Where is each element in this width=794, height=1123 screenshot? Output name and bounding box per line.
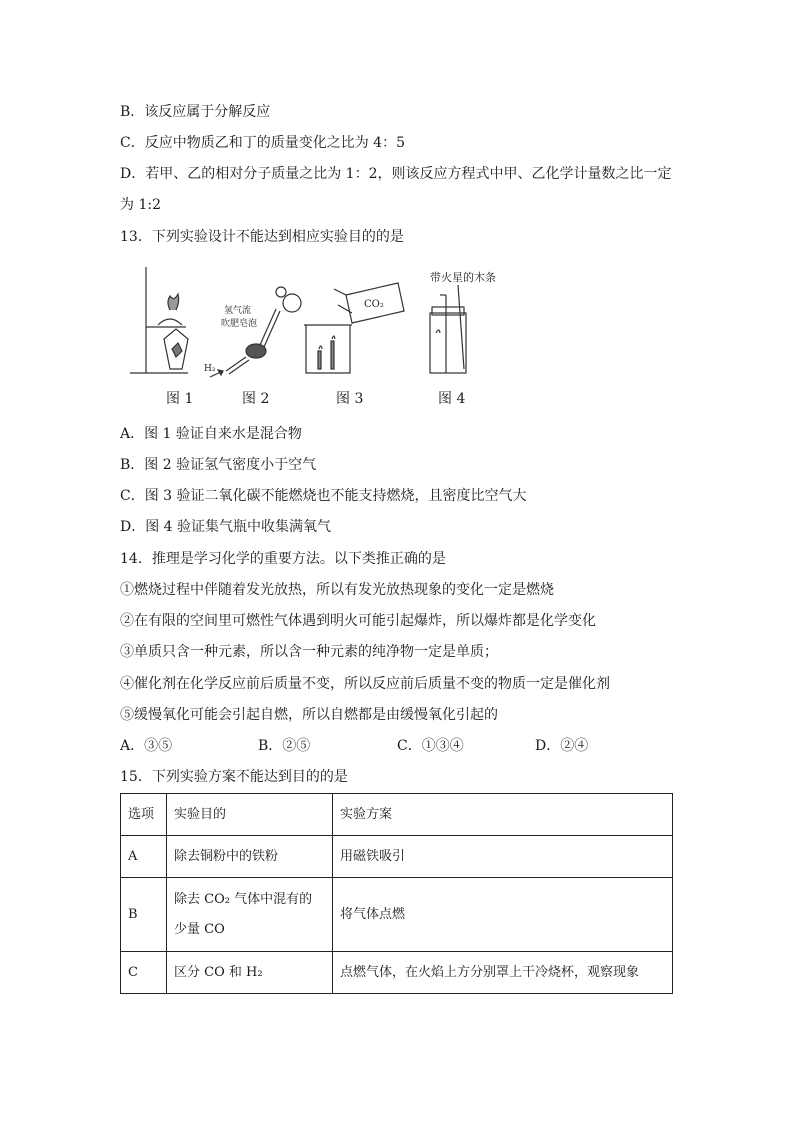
table-row	[121, 878, 673, 952]
row-b-goal	[167, 878, 333, 952]
q15-stem: 15．下列实验方案不能达到目的的是	[120, 769, 348, 785]
fig3-co2-pouring-apparatus	[304, 283, 404, 373]
table-row	[121, 836, 673, 878]
q13-option-b: B．图 2 验证氢气密度小于空气	[120, 457, 317, 473]
q15-table	[120, 793, 673, 994]
fig2-gas-label: H₂	[204, 364, 216, 374]
row-b-goal-line2: 少量 CO	[174, 921, 225, 937]
q13-experiment-figure	[128, 265, 528, 385]
row-c-plan: 点燃气体，在火焰上方分别罩上干冷烧杯，观察现象	[333, 952, 673, 994]
row-b-goal-line1: 除去 CO₂ 气体中混有的	[174, 891, 313, 907]
fig2-note-line1: 氢气流	[224, 306, 252, 316]
q14-item-2: ②在有限的空间里可燃性气体遇到明火可能引起爆炸，所以爆炸都是化学变化	[120, 613, 596, 629]
table-header-row	[121, 794, 673, 836]
figure-label-4: 图 4	[438, 391, 466, 407]
q14-item-4: ④催化剂在化学反应前后质量不变，所以反应前后质量不变的物质一定是催化剂	[120, 676, 610, 692]
row-c-option: C	[121, 952, 167, 994]
q14-option-a: A．③⑤	[120, 738, 173, 754]
row-c-goal: 区分 CO 和 H₂	[167, 952, 333, 994]
q12-option-c: C．反应中物质乙和丁的质量变化之比为 4：5	[120, 135, 405, 151]
header-goal: 实验目的	[167, 794, 333, 836]
row-a-option: A	[121, 836, 167, 878]
figure-label-1: 图 1	[166, 391, 194, 407]
fig2-hydrogen-bubble-apparatus	[210, 287, 301, 377]
row-a-goal: 除去铜粉中的铁粉	[167, 836, 333, 878]
q14-item-3: ③单质只含一种元素，所以含一种元素的纯净物一定是单质；	[120, 644, 498, 660]
q14-options	[0, 736, 794, 756]
figure-label-2: 图 2	[242, 391, 270, 407]
q12-option-d-line2: 为 1:2	[120, 197, 161, 213]
q14-item-1: ①燃烧过程中伴随着发光放热，所以有发光放热现象的变化一定是燃烧	[120, 582, 554, 598]
q14-option-c: C．①③④	[397, 738, 464, 754]
q13-option-d: D．图 4 验证集气瓶中收集满氧气	[120, 519, 332, 535]
q14-option-b: B．②⑤	[258, 738, 311, 754]
figure-label-3: 图 3	[336, 391, 364, 407]
header-option: 选项	[121, 794, 167, 836]
q12-option-d-line1: D．若甲、乙的相对分子质量之比为 1：2，则该反应方程式中甲、乙化学计量数之比一定	[120, 166, 672, 182]
fig4-splint-label: 带火星的木条	[430, 271, 496, 284]
row-a-plan: 用磁铁吸引	[333, 836, 673, 878]
fig4-oxygen-test-apparatus	[430, 285, 466, 373]
row-b-plan: 将气体点燃	[333, 878, 673, 952]
row-b-option: B	[121, 878, 167, 952]
q14-stem: 14．推理是学习化学的重要方法。以下类推正确的是	[120, 551, 446, 567]
fig2-note-line2: 吹肥皂泡	[221, 319, 258, 329]
q12-option-b: B．该反应属于分解反应	[120, 104, 271, 120]
q14-option-d: D．②④	[535, 738, 589, 754]
table-row	[121, 952, 673, 994]
fig3-bottle-label: CO₂	[364, 299, 384, 310]
q13-option-c: C．图 3 验证二氧化碳不能燃烧也不能支持燃烧，且密度比空气大	[120, 488, 527, 504]
fig1-evaporation-apparatus	[130, 267, 188, 373]
q13-option-a: A．图 1 验证自来水是混合物	[120, 426, 302, 442]
q14-item-5: ⑤缓慢氧化可能会引起自燃，所以自燃都是由缓慢氧化引起的	[120, 707, 498, 723]
header-plan: 实验方案	[333, 794, 673, 836]
q13-stem: 13．下列实验设计不能达到相应实验目的的是	[120, 229, 404, 245]
